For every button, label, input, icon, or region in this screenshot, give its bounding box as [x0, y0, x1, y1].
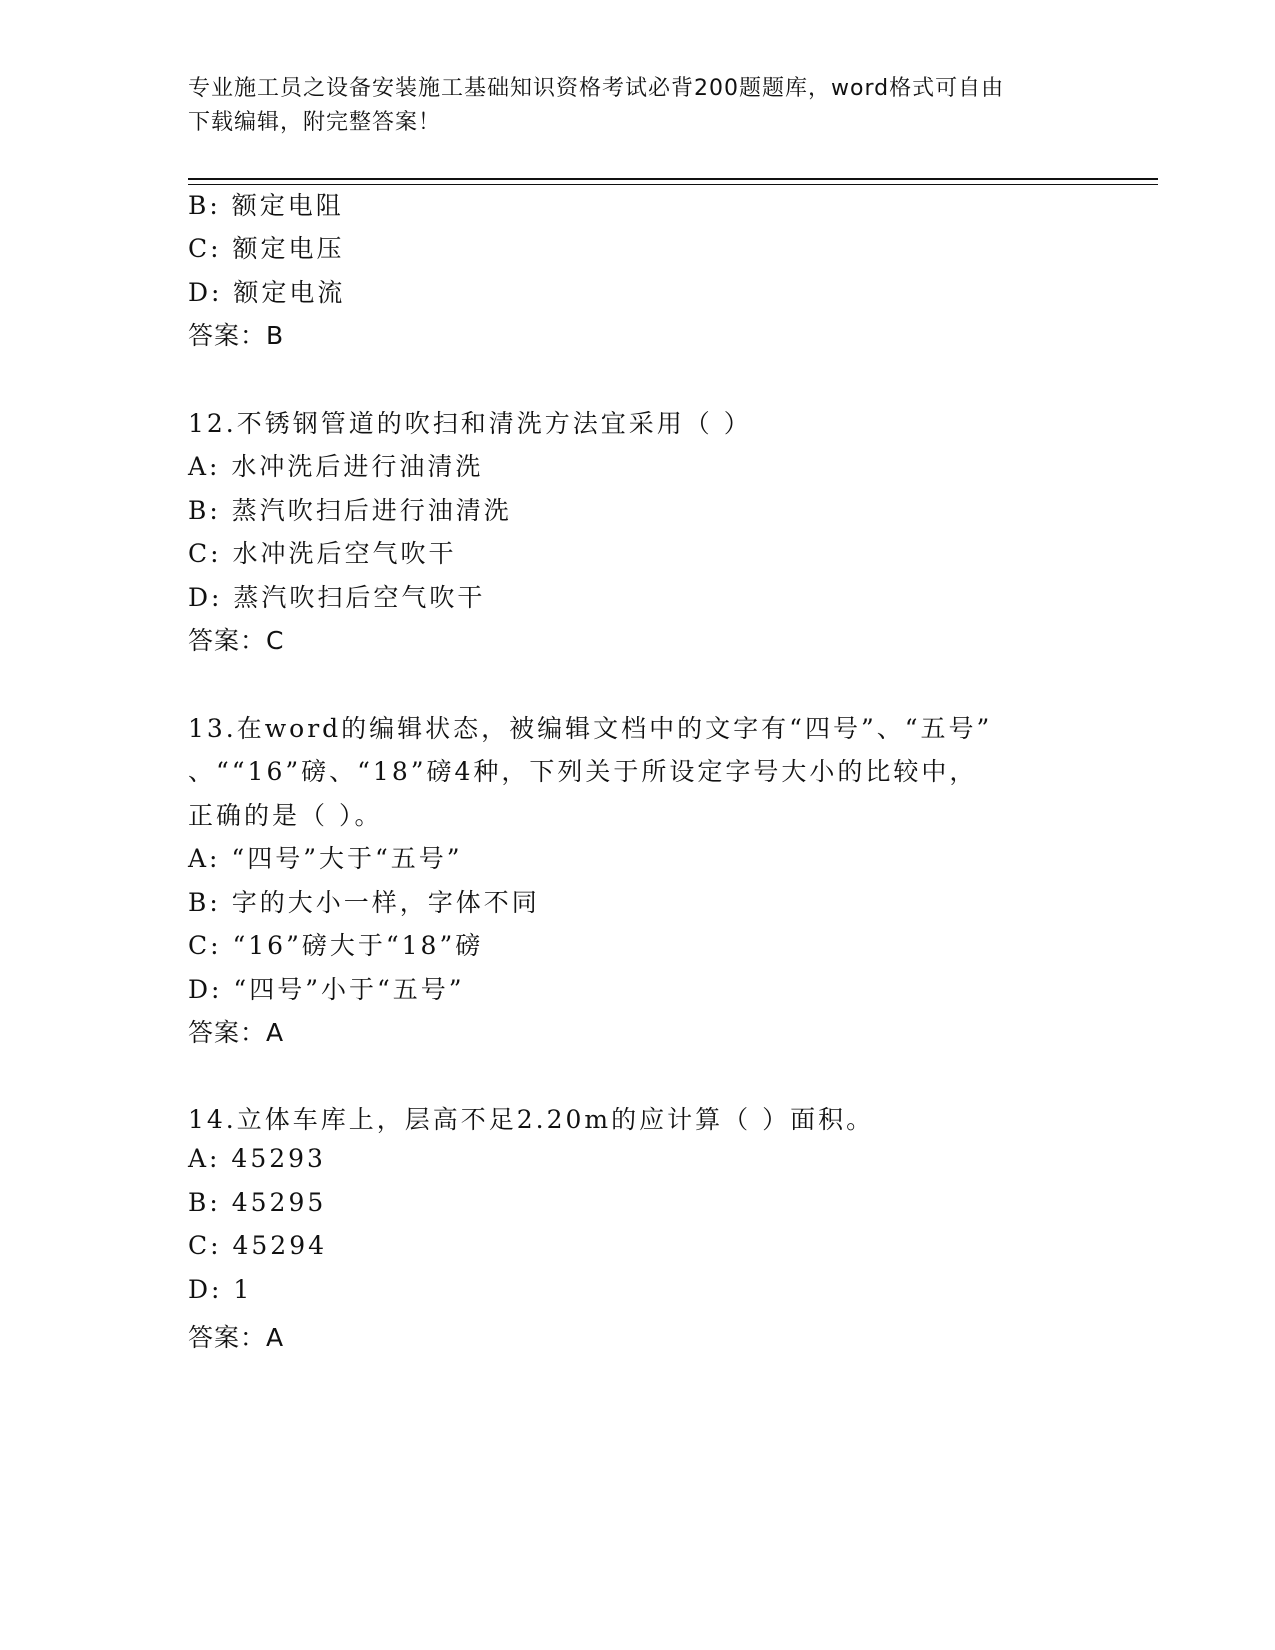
q14-answer: 答案：A	[188, 1323, 285, 1352]
q13-question-line-3: 正确的是（ ）。	[188, 801, 383, 830]
q13-option-a: A: “四号”大于“五号”	[188, 844, 463, 873]
q12-option-b: B: 蒸汽吹扫后进行油清洗	[188, 496, 512, 525]
q13-answer: 答案：A	[188, 1018, 285, 1047]
header-line-1: 专业施工员之设备安装施工基础知识资格考试必背200题题库，word格式可自由	[188, 76, 1005, 101]
q14-question: 14.立体车库上，层高不足2.20m的应计算（ ）面积。	[188, 1105, 875, 1134]
q13-option-d: D: “四号”小于“五号”	[188, 975, 465, 1004]
q11-option-b: B: 额定电阻	[188, 191, 344, 220]
q13-question-line-1: 13.在word的编辑状态，被编辑文档中的文字有“四号”、“五号”	[188, 714, 993, 743]
q14-option-b: B: 45295	[188, 1188, 327, 1217]
q12-question: 12.不锈钢管道的吹扫和清洗方法宜采用（ ）	[188, 409, 752, 438]
q13-question-line-2: 、““16”磅、“18”磅4种，下列关于所设定字号大小的比较中，	[188, 757, 978, 786]
q14-option-c: C: 45294	[188, 1231, 328, 1260]
q11-option-d: D: 额定电流	[188, 278, 346, 307]
q11-answer: 答案：B	[188, 321, 285, 350]
q12-option-d: D: 蒸汽吹扫后空气吹干	[188, 583, 486, 612]
header-divider-thick	[188, 178, 1158, 180]
q13-option-b: B: 字的大小一样，字体不同	[188, 888, 540, 917]
q14-option-a: A: 45293	[188, 1144, 326, 1173]
header-divider-thin	[188, 184, 1158, 185]
q12-option-a: A: 水冲洗后进行油清洗	[188, 452, 484, 481]
q12-answer: 答案：C	[188, 626, 285, 655]
header-line-2: 下载编辑，附完整答案！	[188, 110, 442, 135]
q14-option-d: D: 1	[188, 1275, 253, 1304]
q12-option-c: C: 水冲洗后空气吹干	[188, 539, 457, 568]
document-header	[188, 72, 1088, 140]
q13-option-c: C: “16”磅大于“18”磅	[188, 931, 484, 960]
q11-option-c: C: 额定电压	[188, 234, 345, 263]
